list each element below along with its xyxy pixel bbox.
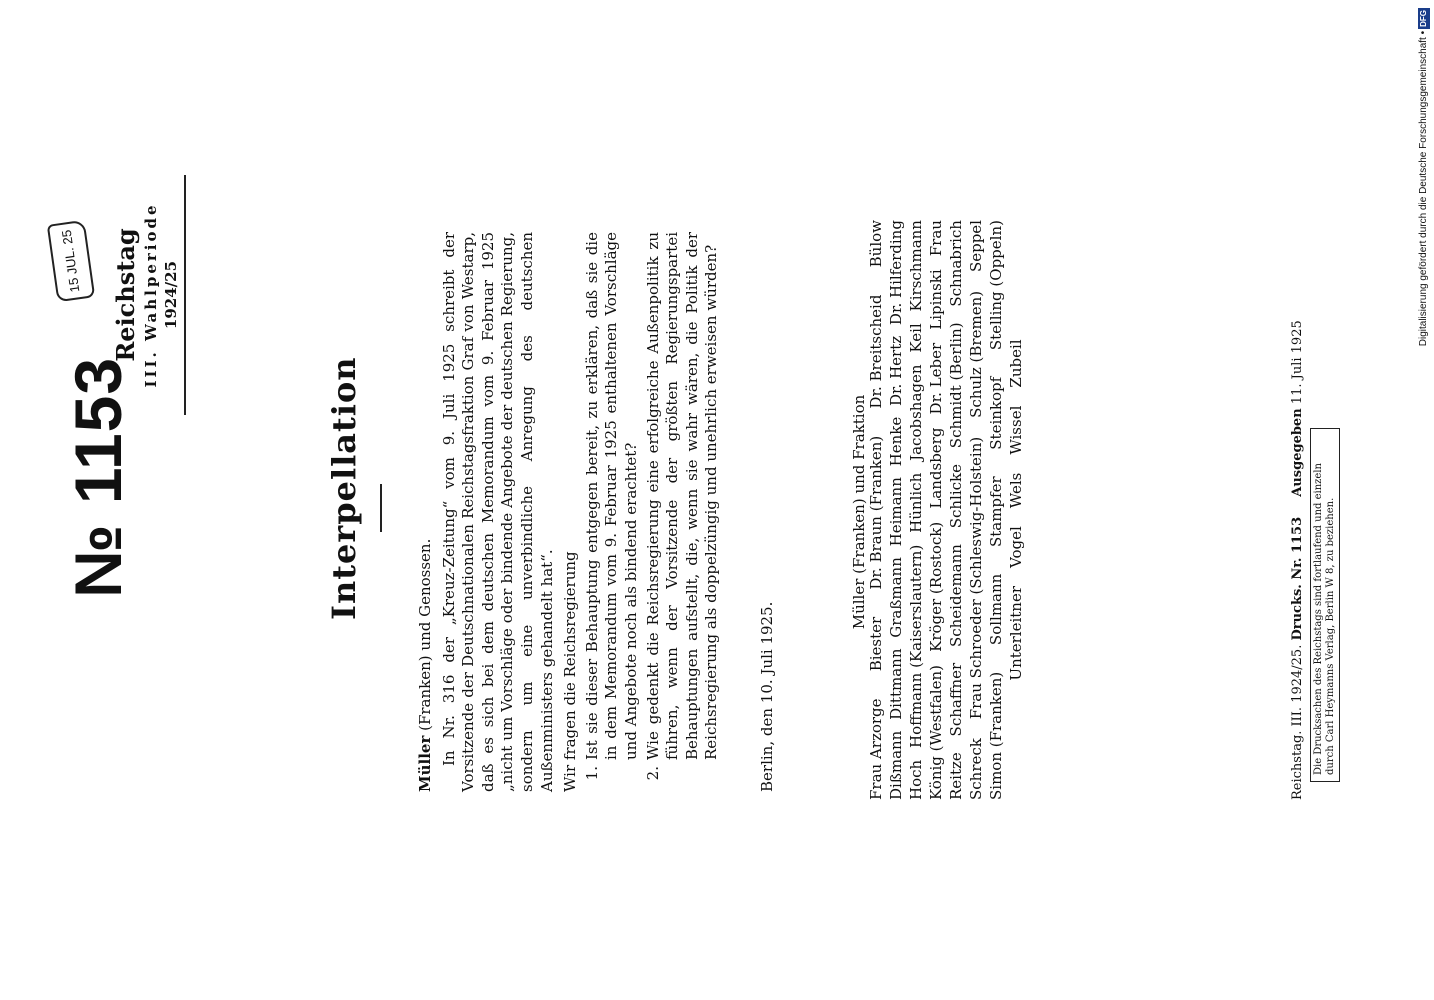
footer-issued <box>1290 320 1305 496</box>
signatory-name: Heimann <box>887 477 905 547</box>
document-title: Interpellation <box>325 356 363 620</box>
signatory-name: Frau <box>927 220 945 257</box>
dfg-funding-note <box>1418 8 1430 392</box>
document-number: № 1153 <box>61 356 135 598</box>
authors-rest: (Franken) und Genossen. <box>416 538 434 736</box>
intro-paragraph: In Nr. 316 der „Kreuz-Zeitung“ vom 9. Juli 1925 schreibt der Vorsitzende der Deutschnationalen Reichstagsfraktion Graf von Westarp, daß es sich bei dem deutschen Memorandum vom 9. Februar 1925 „nicht um Vorschläge oder bindende Angebote der deutschen Regierung, sondern um eine unverbindliche Anregung des deutschen Außenministers gehandelt hat“. <box>439 232 556 792</box>
signatory-name: Biester <box>867 616 885 672</box>
vendor-note-box <box>1310 428 1340 782</box>
signatory-name: Schulz (Bremen) <box>967 290 985 418</box>
question-intro: Wir fragen die Reichsregierung <box>561 551 580 792</box>
signatory-name: Frau Arzorge <box>867 698 885 800</box>
signatory-name: Bülow <box>867 220 885 268</box>
signature-row <box>1006 220 1026 800</box>
signatory-name: Scheidemann <box>947 544 965 648</box>
signature-row <box>946 220 966 800</box>
masthead-years: 1924/25 <box>162 260 180 330</box>
question-item <box>583 232 642 792</box>
date-line: Berlin, den 10. Juli 1925. <box>757 601 776 792</box>
signatory-name: Schmidt (Berlin) <box>947 322 965 449</box>
signatory-name: Dr. Leber <box>927 342 945 415</box>
signatory-name: Wissel <box>1007 405 1025 455</box>
question-number: 2. <box>643 766 662 781</box>
signatory-name: Dr. Hertz <box>887 335 905 406</box>
question-text: Wie gedenkt die Reichsregierung eine erfolgreiche Außenpolitik zu führen, wenn der Vorsitzende der größten Regierungspartei Behauptungen aufstellt, die, wenn sie wahr wären, die Politik der Reichsregierung als doppelzüngig und unehrlich erweisen würden? <box>643 232 721 760</box>
signatory-name: König (Westfalen) <box>927 665 945 800</box>
signatory-name: Vogel <box>1007 526 1025 568</box>
masthead-name: Reichstag <box>111 228 140 362</box>
dfg-note-text: Digitalisierung gefördert durch die Deutsche Forschungsgemeinschaft • <box>1418 30 1429 347</box>
signatory-name: Zubeil <box>1007 339 1025 388</box>
signature-heading: Müller (Franken) und Fraktion <box>850 394 868 630</box>
document-body <box>416 232 793 792</box>
title-divider <box>380 484 382 532</box>
footer-issued-date: 11. Juli 1925 <box>1290 320 1305 405</box>
signature-row <box>926 220 946 800</box>
signatory-name: Dr. Braun (Franken) <box>867 435 885 590</box>
signatory-name: Steinkopf <box>987 376 1005 450</box>
signatory-name: Henke <box>887 416 905 467</box>
signatory-name: Landsberg <box>927 427 945 509</box>
question-number: 1. <box>582 766 601 781</box>
signature-row <box>886 220 906 800</box>
authors-line <box>416 232 436 792</box>
signatory-name: Hoch <box>907 759 925 800</box>
signatory-name: Stelling (Oppeln) <box>987 220 1005 351</box>
signatory-name: Wels <box>1007 472 1025 509</box>
signatory-name: Simon (Franken) <box>987 671 1005 800</box>
signature-row <box>906 220 926 800</box>
signatory-name: Stampfer <box>987 476 1005 548</box>
vendor-note-line: Die Drucksachen des Reichstags sind fortlaufend und einzeln <box>1313 463 1324 775</box>
masthead-rule <box>184 175 186 415</box>
date-stamp: 15 JUL. 25 <box>47 220 95 303</box>
dfg-logo-icon: DFG <box>1419 10 1428 27</box>
masthead-period: III. Wahlperiode <box>142 202 160 388</box>
signatory-name: Sollmann <box>987 573 1005 646</box>
signature-row <box>986 220 1006 800</box>
signatory-name: Seppel <box>967 220 985 273</box>
signatory-name: Hoffmann (Kaiserslautern) <box>907 544 925 748</box>
signature-row <box>866 220 886 800</box>
signatory-name: Dr. Breitscheid <box>867 294 885 409</box>
footer-issued-label: Ausgegeben <box>1290 408 1305 497</box>
question-item <box>644 232 722 792</box>
footer-line <box>1290 200 1305 800</box>
signatory-name: Keil <box>907 323 925 353</box>
signatory-name: Kröger (Rostock) <box>927 521 945 652</box>
signatory-name: Dr. Hilferding <box>887 220 905 326</box>
signatory-name: Reitze <box>947 752 965 800</box>
signatory-name: Frau Schroeder (Schleswig-Holstein) <box>967 436 985 720</box>
signatory-name: Kirschmann <box>907 220 925 312</box>
signatory-name: Schaffner <box>947 662 965 737</box>
signatory-name: Hünlich <box>907 472 925 533</box>
signatory-name: Schreck <box>967 738 985 800</box>
signatory-name: Graßmann <box>887 557 905 638</box>
signatory-name: Unterleitner <box>1007 585 1025 681</box>
vendor-note-line: durch Carl Heymanns Verlag, Berlin W 8, zu beziehen. <box>1325 497 1336 775</box>
signatory-name: Schlicke <box>947 463 965 529</box>
signatory-name: Schnabrich <box>947 220 965 307</box>
signatory-name: Dißmann <box>887 730 905 800</box>
signature-row <box>966 220 986 800</box>
masthead <box>112 175 186 415</box>
signature-list <box>866 220 1026 800</box>
signatory-name: Dittmann <box>887 648 905 720</box>
signatory-name: Lipinski <box>927 269 945 330</box>
question-text: Ist sie dieser Behauptung entgegen bereit, zu erklären, daß sie die in dem Memorandum vom 9. Februar 1925 enthaltenen Vorschläge und Angebote noch als bindend erachtet? <box>582 232 640 760</box>
signatory-name: Jacobshagen <box>907 364 925 461</box>
authors-name: Müller <box>416 735 434 792</box>
footer-reference: Reichstag. III. 1924/25. <box>1290 644 1305 800</box>
footer-print-number: Drucks. Nr. 1153 <box>1290 516 1305 641</box>
